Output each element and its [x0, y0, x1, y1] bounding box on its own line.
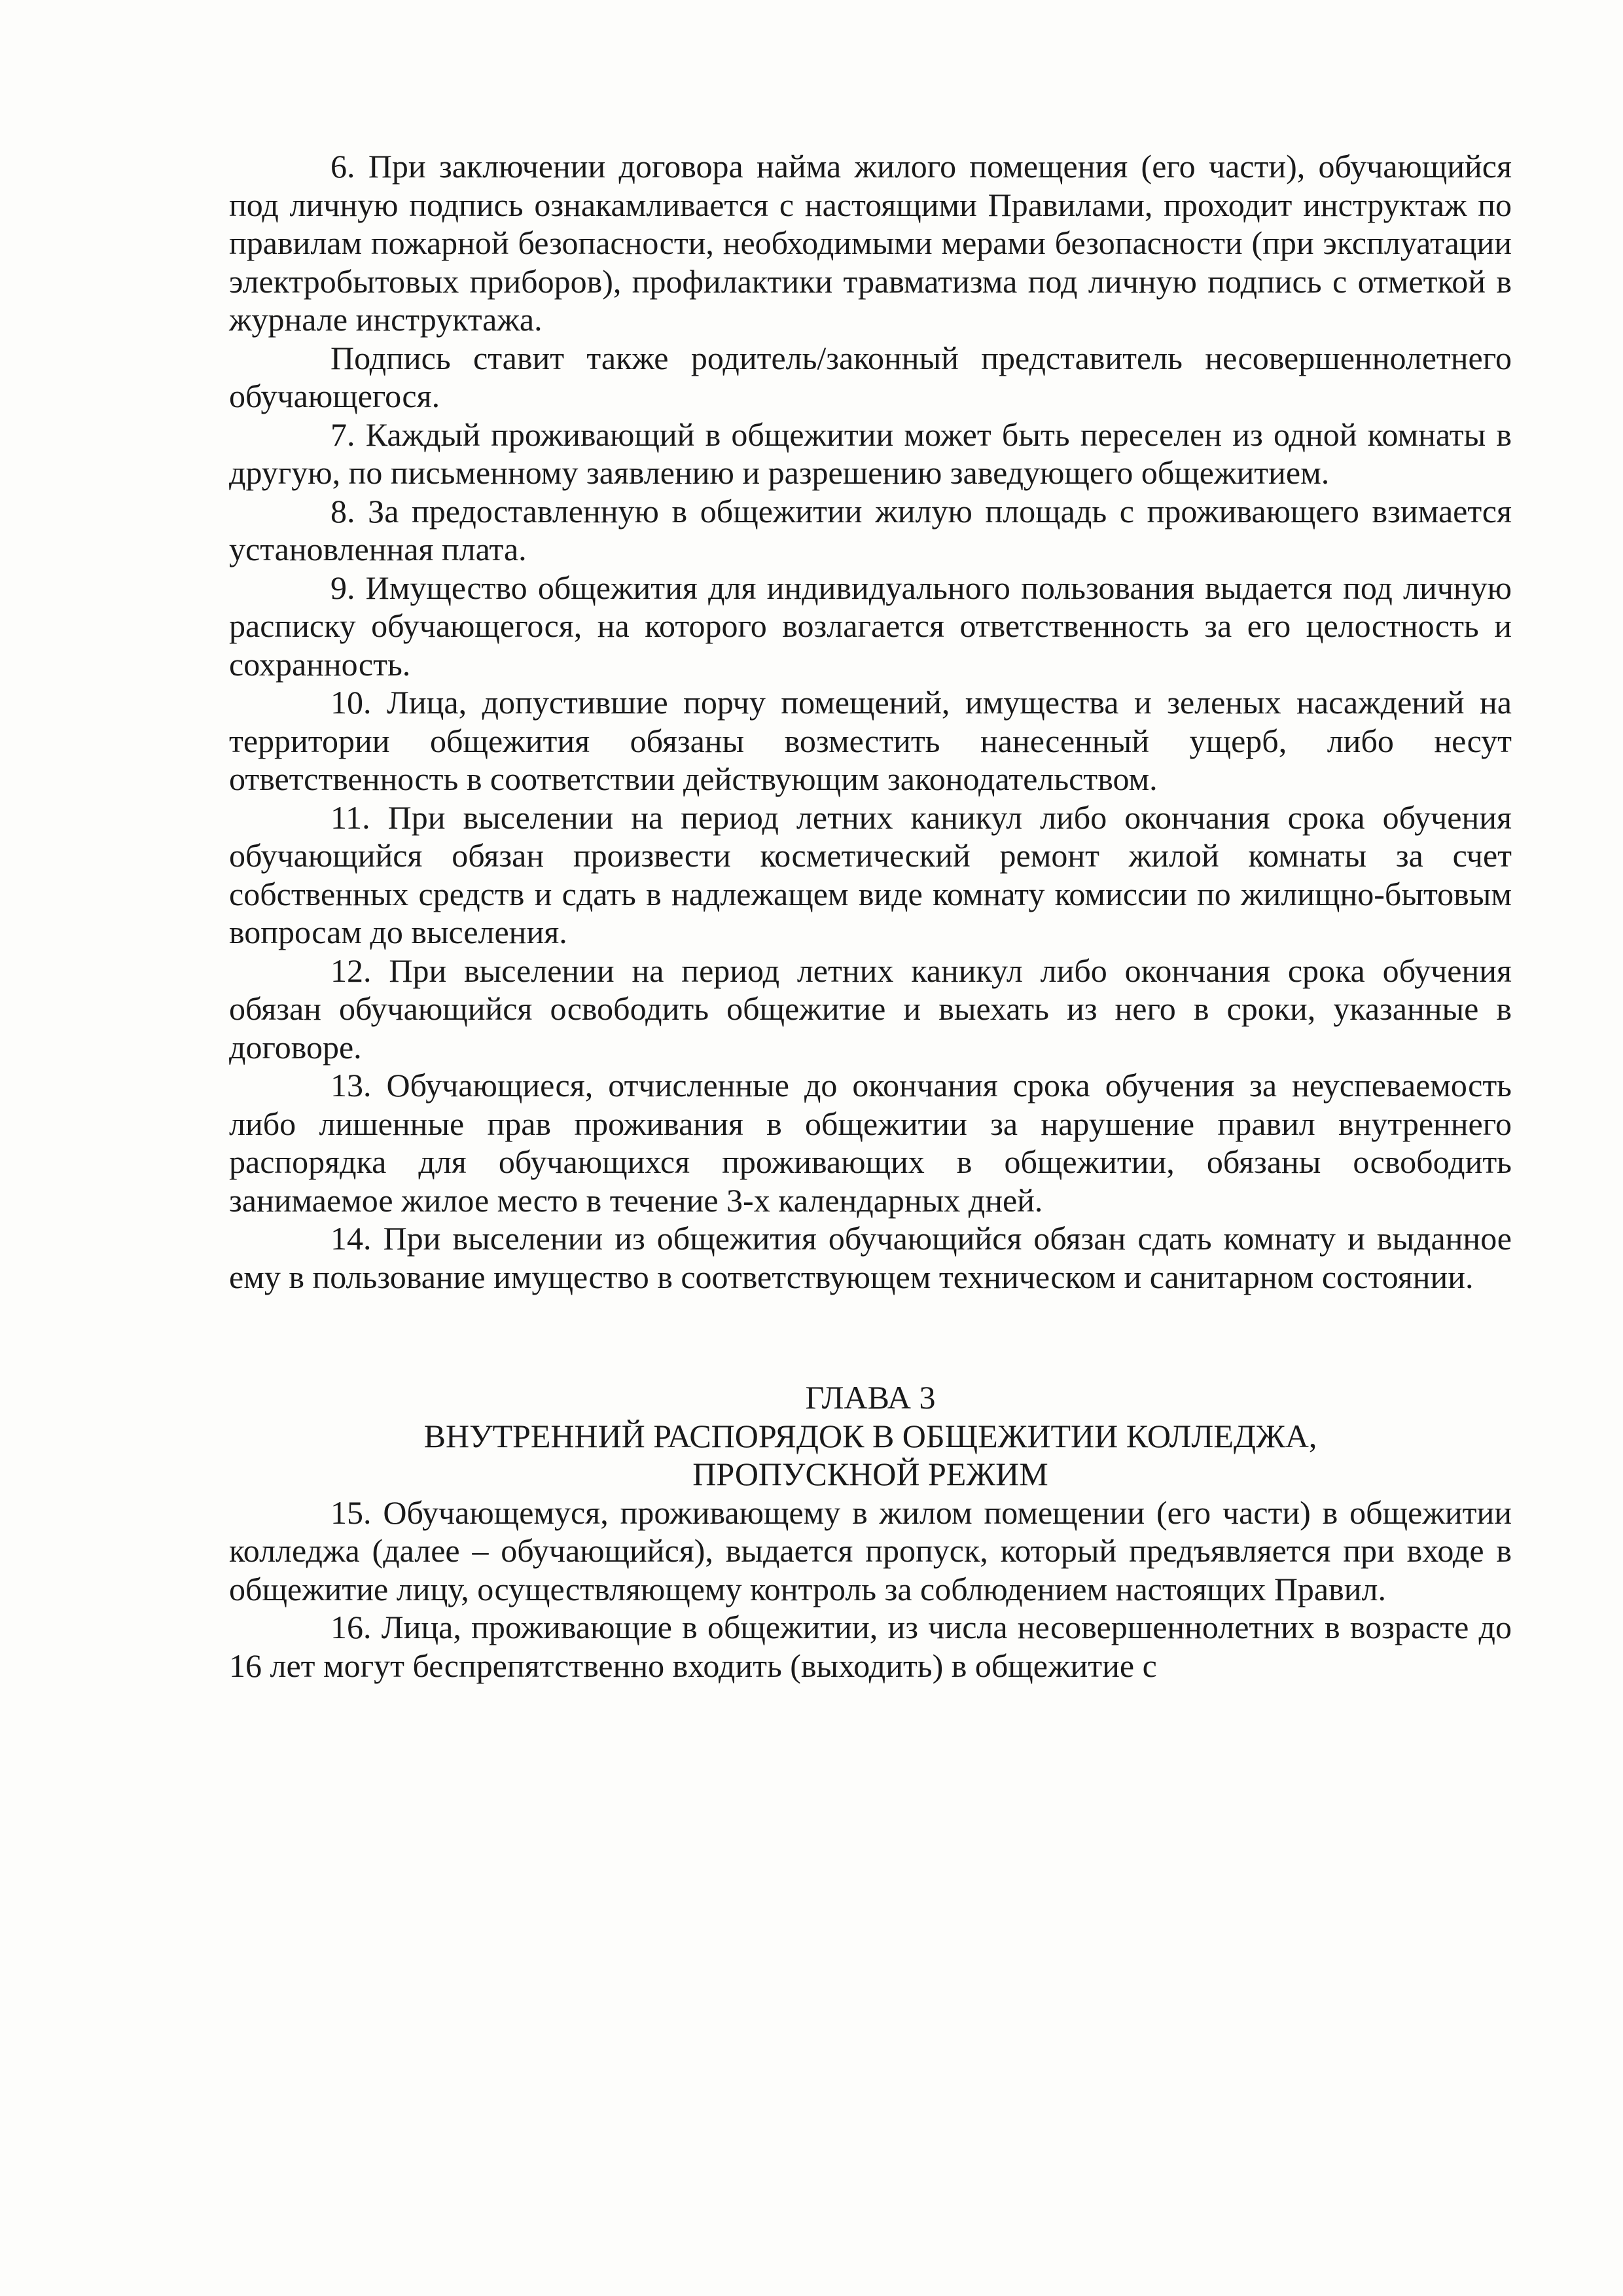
paragraph-9: 9. Имущество общежития для индивидуального пользования выдается под личную расписку обучающегося, на которого возлагается ответственность за его целостность и сохранность.	[229, 569, 1512, 683]
chapter-title-line1: ВНУТРЕННИЙ РАСПОРЯДОК В ОБЩЕЖИТИИ КОЛЛЕДЖА,	[423, 1417, 1317, 1454]
paragraph-12: 12. При выселении на период летних каникул либо окончания срока обучения обязан обучающийся освободить общежитие и выехать из него в сроки, указанные в договоре.	[229, 952, 1512, 1066]
paragraph-10: 10. Лица, допустившие порчу помещений, имущества и зеленых насаждений на территории общежития обязаны возместить нанесенный ущерб, либо несут ответственность в соответствии действующим законодательством.	[229, 684, 1512, 797]
paragraph-6: 6. При заключении договора найма жилого помещения (его части), обучающийся под личную подпись ознакамливается с настоящими Правилами, проходит инструктаж по правилам пожарной безопасности, необходимыми мерами безопасности (при эксплуатации электробытовых приборов), профилактики травматизма под личную подпись с отметкой в журнале инструктажа.	[229, 148, 1512, 338]
paragraph-7: 7. Каждый проживающий в общежитии может быть переселен из одной комнаты в другую, по письменному заявлению и разрешению заведующего общежитием.	[229, 416, 1512, 491]
document-page	[229, 147, 1512, 1685]
paragraph-11: 11. При выселении на период летних каникул либо окончания срока обучения обучающийся обязан произвести косметический ремонт жилой комнаты за счет собственных средств и сдать в надлежащем виде комнату комиссии по жилищно-бытовым вопросам до выселения.	[229, 798, 1512, 950]
paragraph-16: 16. Лица, проживающие в общежитии, из числа несовершеннолетних в возрасте до 16 лет могут беспрепятственно входить (выходить) в общежитие с	[229, 1609, 1512, 1684]
paragraph-13: 13. Обучающиеся, отчисленные до окончания срока обучения за неуспеваемость либо лишенные прав проживания в общежитии за нарушение правил внутреннего распорядка для обучающихся проживающих в общежитии, обязаны освободить занимаемое жилое место в течение 3-х календарных дней.	[229, 1067, 1512, 1219]
paragraph-signature-note: Подпись ставит также родитель/законный представитель несовершеннолетнего обучающегося.	[229, 339, 1512, 414]
chapter-title-line2: ПРОПУСКНОЙ РЕЖИМ	[692, 1456, 1048, 1492]
chapter-number: ГЛАВА 3	[805, 1379, 936, 1416]
paragraph-8: 8. За предоставленную в общежитии жилую площадь с проживающего взимается установленная плата.	[229, 492, 1512, 567]
paragraph-14: 14. При выселении из общежития обучающийся обязан сдать комнату и выданное ему в пользование имущество в соответствующем техническом и санитарном состоянии.	[229, 1220, 1512, 1295]
paragraph-15: 15. Обучающемуся, проживающему в жилом помещении (его части) в общежитии колледжа (далее – обучающийся), выдается пропуск, который предъявляется при входе в общежитие лицу, осуществляющему контроль за соблюдением настоящих Правил.	[229, 1494, 1512, 1607]
